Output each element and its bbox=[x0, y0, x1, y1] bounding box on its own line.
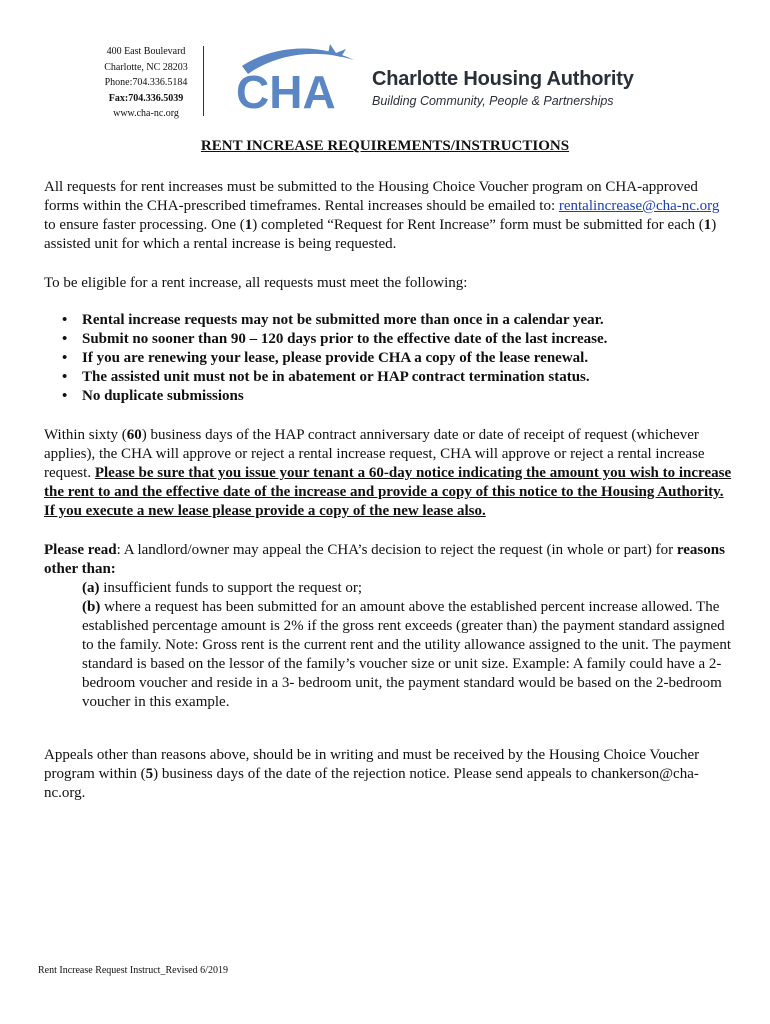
intro-text: to ensure faster processing. One ( bbox=[44, 217, 245, 233]
sixty-day-paragraph bbox=[44, 426, 734, 521]
appeals-paragraph bbox=[44, 746, 734, 803]
requirement-item: • No duplicate submissions bbox=[62, 387, 722, 406]
eligibility-intro: To be eligible for a rent increase, all requests must meet the following: bbox=[44, 275, 468, 291]
logo-lettering: CHA bbox=[236, 66, 336, 114]
please-read-bold-tail: reasons other than: bbox=[44, 542, 725, 577]
notice-emphasis: Please be sure that you issue your tenant a 60-day notice indicating the amount you wish to increase the rent to and the effective date of the increase and provide a copy of this notice to the Housing Authority. If you execute a new lease please provide a copy of the new lease also. bbox=[44, 465, 732, 519]
rental-increase-email-link[interactable]: rentalincrease@cha-nc.org bbox=[558, 198, 720, 214]
requirement-item: • If you are renewing your lease, please provide CHA a copy of the lease renewal. bbox=[62, 349, 722, 368]
please-read-lead bbox=[44, 541, 734, 579]
website: www.cha-nc.org bbox=[113, 108, 179, 119]
org-name: Charlotte Housing Authority bbox=[372, 68, 634, 90]
cha-logo-icon bbox=[232, 44, 362, 114]
intro-text: ) assisted unit for which a rental increase is being requested. bbox=[44, 217, 717, 252]
intro-number: 1 bbox=[703, 217, 712, 233]
intro-text: All requests for rent increases must be submitted to the Housing Choice Voucher program on CHA-approved forms within the CHA-prescribed timeframes. Rental increases should be emailed to: bbox=[44, 179, 698, 214]
please-read-section bbox=[44, 541, 734, 712]
intro-text: ) completed “Request for Rent Increase” form must be submitted for each ( bbox=[252, 217, 704, 233]
fax-number: Fax:704.336.5039 bbox=[108, 92, 184, 104]
address-block bbox=[94, 44, 198, 122]
org-tagline: Building Community, People & Partnerships bbox=[372, 94, 614, 108]
paragraph-text: Within sixty ( bbox=[44, 427, 127, 443]
reason-text: insufficient funds to support the request or; bbox=[99, 580, 363, 596]
header-divider bbox=[203, 46, 204, 116]
requirement-item: • The assisted unit must not be in abatement or HAP contract termination status. bbox=[62, 368, 722, 387]
intro-paragraph bbox=[44, 178, 734, 254]
address-line: Phone:704.336.5184 bbox=[104, 77, 188, 88]
paragraph-text: ) business days of the date of the rejection notice. Please send appeals to chankerson@cha-nc.org. bbox=[44, 766, 699, 801]
requirement-item: • Rental increase requests may not be submitted more than once in a calendar year. bbox=[62, 311, 722, 330]
reason-label: (a) bbox=[82, 580, 100, 596]
address-line: Charlotte, NC 28203 bbox=[104, 61, 188, 73]
paragraph-number: 60 bbox=[126, 427, 142, 443]
address-line: 400 East Boulevard bbox=[106, 46, 186, 57]
requirement-item: • Submit no sooner than 90 – 120 days prior to the effective date of the last increase. bbox=[62, 330, 722, 349]
paragraph-number: 5 bbox=[145, 766, 154, 782]
paragraph-text: ) business days of the HAP contract anniversary date or date of receipt of request (whichever applies), the CHA will approve or reject a rental increase request, CHA will approve or reject a rental increase request. bbox=[44, 427, 705, 481]
intro-number: 1 bbox=[244, 217, 253, 233]
page-title: RENT INCREASE REQUIREMENTS/INSTRUCTIONS bbox=[200, 138, 570, 154]
requirements-list bbox=[62, 311, 722, 406]
reason-a bbox=[44, 579, 734, 598]
reason-label: (b) bbox=[82, 599, 101, 615]
footer-revision: Rent Increase Request Instruct_Revised 6/2019 bbox=[38, 965, 228, 976]
please-read-label: Please read bbox=[44, 542, 117, 558]
reason-text: where a request has been submitted for an amount above the established percent increase allowed. The established percentage amount is 2% if the gross rent exceeds (greater than) the payment standard assigned to the family. Note: Gross rent is the current rent and the utility allowance assigned to the unit. The payment standard is based on the lessor of the family’s voucher size or unit size. Example: A family could have a 2-bedroom voucher and reside in a 3- bedroom unit, the payment standard would be based on the 2-bedroom voucher in this example. bbox=[82, 599, 731, 710]
paragraph-text: : A landlord/owner may appeal the CHA’s decision to reject the request (in whole or part) for bbox=[116, 542, 677, 558]
reason-b bbox=[44, 598, 734, 712]
paragraph-text: Appeals other than reasons above, should be in writing and must be received by the Housing Choice Voucher program within ( bbox=[44, 747, 700, 782]
